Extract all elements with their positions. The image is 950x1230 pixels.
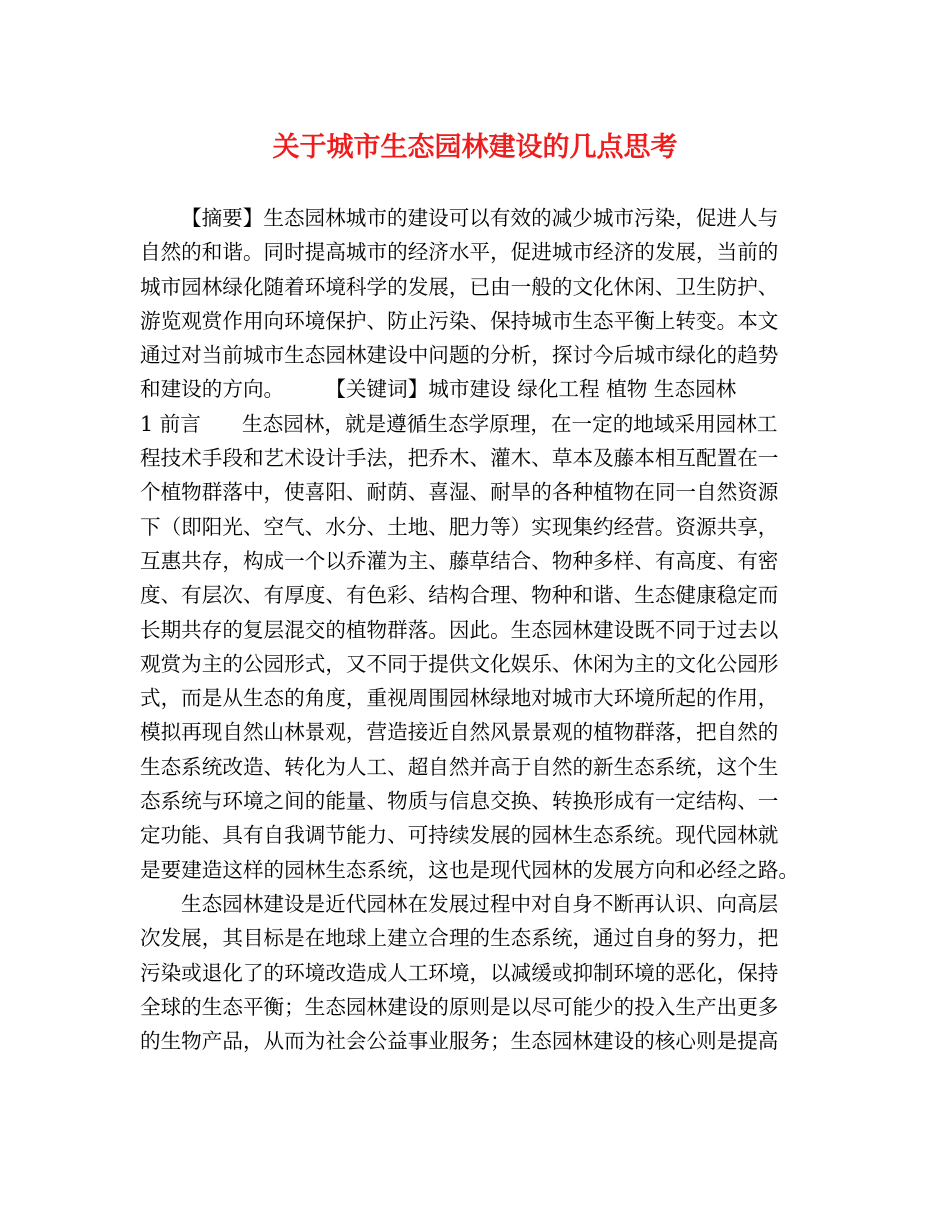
- body-line: 度、有层次、有厚度、有色彩、结构合理、物种和谐、生态健康稳定而: [140, 583, 779, 608]
- body-line: 1 前言 生态园林，就是遵循生态学原理，在一定的地域采用园林工: [140, 411, 778, 436]
- body-line: 污染或退化了的环境改造成人工环境，以减缓或抑制环境的恶化，保持: [140, 960, 779, 985]
- body-line: 【摘要】生态园林城市的建设可以有效的减少城市污染，促进人与: [181, 206, 779, 230]
- body-line: 生态系统改造、转化为人工、超自然并高于自然的新生态系统，这个生: [140, 754, 779, 779]
- body-line: 个植物群落中，使喜阳、耐荫、喜湿、耐旱的各种植物在同一自然资源: [140, 480, 779, 505]
- body-line: 是要建造这样的园林生态系统，这也是现代园林的发展方向和必经之路。: [140, 857, 799, 882]
- body-line: 观赏为主的公园形式，又不同于提供文化娱乐、休闲为主的文化公园形: [140, 651, 779, 676]
- body-line: 下（即阳光、空气、水分、土地、肥力等）实现集约经营。资源共享，: [140, 514, 779, 539]
- body-line: 态系统与环境之间的能量、物质与信息交换、转换形成有一定结构、一: [140, 789, 779, 814]
- body-line: 的生物产品，从而为社会公益事业服务；生态园林建设的核心则是提高: [140, 1029, 779, 1054]
- body-line: 城市园林绿化随着环境科学的发展，已由一般的文化休闲、卫生防护、: [140, 274, 779, 299]
- body-line: 式，而是从生态的角度，重视周围园林绿地对城市大环境所起的作用，: [140, 686, 779, 711]
- body-line: 程技术手段和艺术设计手法，把乔木、灌木、草本及藤本相互配置在一: [140, 446, 779, 471]
- body-line: 通过对当前城市生态园林建设中问题的分析，探讨今后城市绿化的趋势: [140, 343, 779, 368]
- body-line: 和建设的方向。 【关键词】城市建设 绿化工程 植物 生态园林: [140, 377, 737, 402]
- body-line: 生态园林建设是近代园林在发展过程中对自身不断再认识、向高层: [181, 891, 779, 916]
- body-line: 游览观赏作用向环境保护、防止污染、保持城市生态平衡上转变。本文: [140, 308, 779, 333]
- body-line: 长期共存的复层混交的植物群落。因此。生态园林建设既不同于过去以: [140, 617, 779, 642]
- body-line: 全球的生态平衡；生态园林建设的原则是以尽可能少的投入生产出更多: [140, 994, 779, 1019]
- body-line: 自然的和谐。同时提高城市的经济水平，促进城市经济的发展，当前的: [140, 240, 779, 265]
- document-title: 关于城市生态园林建设的几点思考: [272, 132, 678, 163]
- body-line: 互惠共存，构成一个以乔灌为主、藤草结合、物种多样、有高度、有密: [140, 548, 779, 573]
- body-line: 模拟再现自然山林景观，营造接近自然风景景观的植物群落，把自然的: [140, 720, 779, 745]
- document-body: [140, 201, 820, 1058]
- body-line: 次发展，其目标是在地球上建立合理的生态系统，通过自身的努力，把: [140, 926, 779, 951]
- body-line: 定功能、具有自我调节能力、可持续发展的园林生态系统。现代园林就: [140, 823, 779, 848]
